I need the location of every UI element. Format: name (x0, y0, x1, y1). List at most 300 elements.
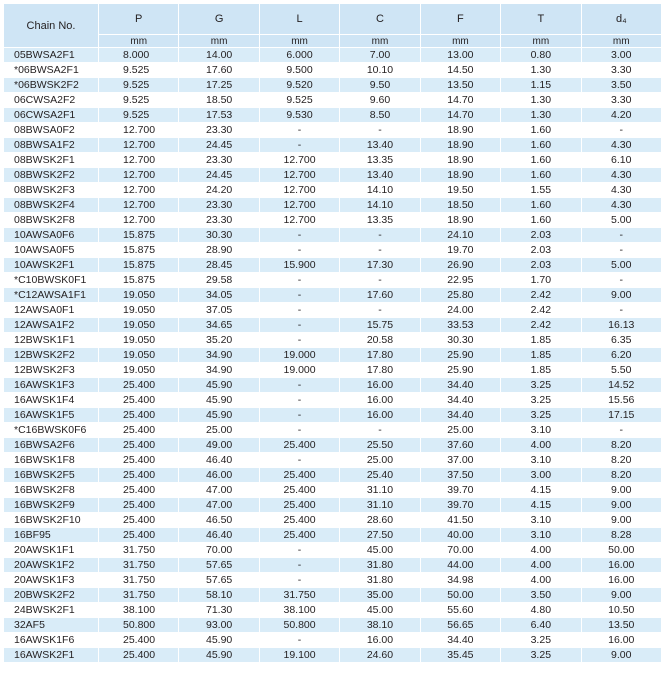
g-cell: 29.58 (179, 273, 258, 287)
g-cell: 57.65 (179, 573, 258, 587)
chain-no-cell: 06CWSA2F2 (4, 93, 98, 107)
chain-no-cell: 12AWSA0F1 (4, 303, 98, 317)
p-cell: 15.875 (99, 258, 178, 272)
column-header-g: G (179, 4, 258, 34)
f-cell: 14.70 (421, 108, 500, 122)
l-cell: 25.400 (260, 483, 339, 497)
d4-cell: 5.00 (582, 213, 661, 227)
f-cell: 19.50 (421, 183, 500, 197)
l-cell: - (260, 303, 339, 317)
f-cell: 18.50 (421, 198, 500, 212)
chain-no-cell: *C16BWSK0F6 (4, 423, 98, 437)
g-cell: 47.00 (179, 483, 258, 497)
c-cell: 10.10 (340, 63, 419, 77)
l-cell: - (260, 393, 339, 407)
t-cell: 1.60 (501, 138, 580, 152)
l-cell: - (260, 243, 339, 257)
chain-no-cell: 20BWSK2F2 (4, 588, 98, 602)
c-cell: 27.50 (340, 528, 419, 542)
t-cell: 3.25 (501, 393, 580, 407)
t-cell: 3.25 (501, 633, 580, 647)
l-cell: 19.000 (260, 348, 339, 362)
f-cell: 34.98 (421, 573, 500, 587)
table-row (4, 408, 661, 422)
table-row (4, 123, 661, 137)
table-row (4, 468, 661, 482)
l-cell: 25.400 (260, 513, 339, 527)
d4-cell: 17.15 (582, 408, 661, 422)
p-cell: 19.050 (99, 318, 178, 332)
f-cell: 18.90 (421, 168, 500, 182)
c-cell: 17.80 (340, 348, 419, 362)
p-cell: 12.700 (99, 138, 178, 152)
table-row (4, 618, 661, 632)
t-cell: 1.85 (501, 333, 580, 347)
c-cell: 13.40 (340, 138, 419, 152)
p-cell: 12.700 (99, 123, 178, 137)
table-row (4, 288, 661, 302)
c-cell: 31.80 (340, 558, 419, 572)
unit-d4: mm (582, 35, 661, 47)
p-cell: 25.400 (99, 423, 178, 437)
chain-no-cell: 12BWSK2F2 (4, 348, 98, 362)
c-cell: 25.50 (340, 438, 419, 452)
d4-cell: - (582, 303, 661, 317)
chain-no-cell: 08BWSK2F4 (4, 198, 98, 212)
d4-cell: 16.00 (582, 633, 661, 647)
t-cell: 1.30 (501, 93, 580, 107)
f-cell: 14.70 (421, 93, 500, 107)
table-row (4, 543, 661, 557)
f-cell: 37.00 (421, 453, 500, 467)
f-cell: 35.45 (421, 648, 500, 662)
p-cell: 25.400 (99, 453, 178, 467)
c-cell: 16.00 (340, 378, 419, 392)
l-cell: - (260, 543, 339, 557)
d4-cell: 3.00 (582, 48, 661, 62)
p-cell: 25.400 (99, 468, 178, 482)
d4-cell: 3.30 (582, 63, 661, 77)
chain-no-cell: 08BWSK2F1 (4, 153, 98, 167)
unit-g: mm (179, 35, 258, 47)
g-cell: 45.90 (179, 648, 258, 662)
p-cell: 19.050 (99, 333, 178, 347)
p-cell: 12.700 (99, 213, 178, 227)
p-cell: 25.400 (99, 483, 178, 497)
t-cell: 1.60 (501, 168, 580, 182)
c-cell: - (340, 123, 419, 137)
g-cell: 46.00 (179, 468, 258, 482)
f-cell: 30.30 (421, 333, 500, 347)
d4-cell: 13.50 (582, 618, 661, 632)
table-row (4, 633, 661, 647)
d4-cell: 6.10 (582, 153, 661, 167)
d4-cell: 9.00 (582, 483, 661, 497)
c-cell: - (340, 423, 419, 437)
t-cell: 1.60 (501, 123, 580, 137)
table-row (4, 213, 661, 227)
chain-no-cell: 08BWSA0F2 (4, 123, 98, 137)
table-row (4, 648, 661, 662)
c-cell: 8.50 (340, 108, 419, 122)
p-cell: 25.400 (99, 498, 178, 512)
l-cell: - (260, 558, 339, 572)
g-cell: 23.30 (179, 123, 258, 137)
c-cell: - (340, 303, 419, 317)
d4-cell: - (582, 423, 661, 437)
table-row (4, 573, 661, 587)
chain-no-cell: 08BWSK2F8 (4, 213, 98, 227)
t-cell: 3.25 (501, 648, 580, 662)
f-cell: 13.00 (421, 48, 500, 62)
table-row (4, 498, 661, 512)
l-cell: 9.530 (260, 108, 339, 122)
c-cell: 16.00 (340, 408, 419, 422)
t-cell: 1.60 (501, 153, 580, 167)
chain-no-cell: 16BWSA2F6 (4, 438, 98, 452)
p-cell: 31.750 (99, 573, 178, 587)
d4-cell: 8.20 (582, 438, 661, 452)
t-cell: 3.00 (501, 468, 580, 482)
chain-no-cell: 20AWSK1F2 (4, 558, 98, 572)
unit-c: mm (340, 35, 419, 47)
t-cell: 1.15 (501, 78, 580, 92)
f-cell: 25.90 (421, 348, 500, 362)
l-cell: 6.000 (260, 48, 339, 62)
c-cell: 9.60 (340, 93, 419, 107)
g-cell: 23.30 (179, 153, 258, 167)
d4-cell: 50.00 (582, 543, 661, 557)
unit-f: mm (421, 35, 500, 47)
table-row (4, 588, 661, 602)
l-cell: - (260, 273, 339, 287)
g-cell: 45.90 (179, 393, 258, 407)
l-cell: 25.400 (260, 468, 339, 482)
d4-cell: 5.00 (582, 258, 661, 272)
d4-cell: 3.30 (582, 93, 661, 107)
f-cell: 44.00 (421, 558, 500, 572)
g-cell: 47.00 (179, 498, 258, 512)
table-row (4, 318, 661, 332)
g-cell: 46.40 (179, 528, 258, 542)
p-cell: 12.700 (99, 153, 178, 167)
l-cell: 15.900 (260, 258, 339, 272)
t-cell: 3.10 (501, 453, 580, 467)
d4-cell: 6.35 (582, 333, 661, 347)
g-cell: 37.05 (179, 303, 258, 317)
d4-cell: 9.00 (582, 288, 661, 302)
t-cell: 1.85 (501, 363, 580, 377)
c-cell: 25.40 (340, 468, 419, 482)
p-cell: 25.400 (99, 438, 178, 452)
d4-cell: - (582, 273, 661, 287)
chain-no-cell: 12BWSK2F3 (4, 363, 98, 377)
table-row (4, 363, 661, 377)
t-cell: 2.42 (501, 303, 580, 317)
f-cell: 18.90 (421, 213, 500, 227)
d4-cell: 9.00 (582, 588, 661, 602)
f-cell: 24.10 (421, 228, 500, 242)
c-cell: 31.10 (340, 498, 419, 512)
c-cell: 7.00 (340, 48, 419, 62)
t-cell: 3.25 (501, 408, 580, 422)
table-row (4, 93, 661, 107)
d4-cell: 6.20 (582, 348, 661, 362)
chain-spec-table (3, 3, 662, 663)
t-cell: 2.03 (501, 258, 580, 272)
p-cell: 25.400 (99, 648, 178, 662)
chain-no-cell: *C10BWSK0F1 (4, 273, 98, 287)
t-cell: 4.15 (501, 498, 580, 512)
p-cell: 25.400 (99, 528, 178, 542)
p-cell: 19.050 (99, 363, 178, 377)
g-cell: 57.65 (179, 558, 258, 572)
d4-cell: 4.20 (582, 108, 661, 122)
l-cell: 25.400 (260, 528, 339, 542)
d4-cell: 8.20 (582, 453, 661, 467)
c-cell: 13.40 (340, 168, 419, 182)
chain-no-cell: 10AWSA0F5 (4, 243, 98, 257)
g-cell: 58.10 (179, 588, 258, 602)
table-row (4, 243, 661, 257)
l-cell: - (260, 228, 339, 242)
c-cell: 45.00 (340, 603, 419, 617)
chain-no-cell: 20AWSK1F3 (4, 573, 98, 587)
chain-no-cell: 08BWSA1F2 (4, 138, 98, 152)
table-row (4, 393, 661, 407)
l-cell: 12.700 (260, 213, 339, 227)
table-row (4, 273, 661, 287)
f-cell: 41.50 (421, 513, 500, 527)
column-header-p: P (99, 4, 178, 34)
g-cell: 24.20 (179, 183, 258, 197)
l-cell: - (260, 318, 339, 332)
l-cell: - (260, 123, 339, 137)
g-cell: 23.30 (179, 198, 258, 212)
p-cell: 50.800 (99, 618, 178, 632)
table-row (4, 168, 661, 182)
c-cell: 28.60 (340, 513, 419, 527)
l-cell: - (260, 423, 339, 437)
table-row (4, 228, 661, 242)
g-cell: 34.05 (179, 288, 258, 302)
chain-no-cell: 12AWSA1F2 (4, 318, 98, 332)
f-cell: 24.00 (421, 303, 500, 317)
f-cell: 34.40 (421, 633, 500, 647)
t-cell: 1.60 (501, 213, 580, 227)
t-cell: 6.40 (501, 618, 580, 632)
d4-cell: 4.30 (582, 168, 661, 182)
c-cell: 16.00 (340, 633, 419, 647)
t-cell: 4.15 (501, 483, 580, 497)
table-header (4, 4, 661, 47)
t-cell: 1.70 (501, 273, 580, 287)
p-cell: 15.875 (99, 273, 178, 287)
g-cell: 18.50 (179, 93, 258, 107)
chain-no-cell: 10AWSK2F1 (4, 258, 98, 272)
c-cell: 14.10 (340, 183, 419, 197)
chain-no-cell: 16BF95 (4, 528, 98, 542)
l-cell: - (260, 288, 339, 302)
d4-cell: 15.56 (582, 393, 661, 407)
c-cell: 31.10 (340, 483, 419, 497)
unit-p: mm (99, 35, 178, 47)
table-row (4, 528, 661, 542)
l-cell: 19.100 (260, 648, 339, 662)
d4-cell: 4.30 (582, 198, 661, 212)
g-cell: 28.90 (179, 243, 258, 257)
column-header-t: T (501, 4, 580, 34)
p-cell: 12.700 (99, 183, 178, 197)
p-cell: 31.750 (99, 558, 178, 572)
f-cell: 19.70 (421, 243, 500, 257)
table-row (4, 63, 661, 77)
c-cell: 35.00 (340, 588, 419, 602)
l-cell: 12.700 (260, 198, 339, 212)
p-cell: 12.700 (99, 168, 178, 182)
l-cell: 9.520 (260, 78, 339, 92)
c-cell: 25.00 (340, 453, 419, 467)
f-cell: 18.90 (421, 123, 500, 137)
t-cell: 3.10 (501, 513, 580, 527)
l-cell: 9.525 (260, 93, 339, 107)
d4-cell: - (582, 123, 661, 137)
g-cell: 46.50 (179, 513, 258, 527)
g-cell: 35.20 (179, 333, 258, 347)
f-cell: 40.00 (421, 528, 500, 542)
chain-no-cell: 16BWSK2F9 (4, 498, 98, 512)
p-cell: 25.400 (99, 378, 178, 392)
t-cell: 2.42 (501, 318, 580, 332)
d4-cell: 4.30 (582, 183, 661, 197)
c-cell: 17.30 (340, 258, 419, 272)
f-cell: 50.00 (421, 588, 500, 602)
p-cell: 38.100 (99, 603, 178, 617)
l-cell: 12.700 (260, 168, 339, 182)
chain-no-cell: 24BWSK2F1 (4, 603, 98, 617)
c-cell: 24.60 (340, 648, 419, 662)
chain-no-cell: 16AWSK1F5 (4, 408, 98, 422)
g-cell: 34.90 (179, 348, 258, 362)
c-cell: 38.10 (340, 618, 419, 632)
t-cell: 1.85 (501, 348, 580, 362)
chain-no-cell: 05BWSA2F1 (4, 48, 98, 62)
p-cell: 25.400 (99, 513, 178, 527)
g-cell: 23.30 (179, 213, 258, 227)
table-row (4, 138, 661, 152)
chain-no-cell: 20AWSK1F1 (4, 543, 98, 557)
c-cell: 20.58 (340, 333, 419, 347)
d4-cell: 8.28 (582, 528, 661, 542)
d4-cell: 5.50 (582, 363, 661, 377)
l-cell: - (260, 333, 339, 347)
f-cell: 13.50 (421, 78, 500, 92)
chain-no-cell: 10AWSA0F6 (4, 228, 98, 242)
f-cell: 25.90 (421, 363, 500, 377)
f-cell: 26.90 (421, 258, 500, 272)
table-body (4, 48, 661, 662)
t-cell: 4.00 (501, 438, 580, 452)
f-cell: 18.90 (421, 153, 500, 167)
l-cell: - (260, 408, 339, 422)
f-cell: 25.00 (421, 423, 500, 437)
l-cell: 9.500 (260, 63, 339, 77)
p-cell: 9.525 (99, 93, 178, 107)
f-cell: 34.40 (421, 408, 500, 422)
table-row (4, 198, 661, 212)
g-cell: 34.90 (179, 363, 258, 377)
p-cell: 9.525 (99, 78, 178, 92)
unit-l: mm (260, 35, 339, 47)
g-cell: 24.45 (179, 138, 258, 152)
table-row (4, 513, 661, 527)
chain-no-cell: 06CWSA2F1 (4, 108, 98, 122)
chain-no-header: Chain No. (4, 4, 98, 47)
d4-cell: 4.30 (582, 138, 661, 152)
c-cell: 45.00 (340, 543, 419, 557)
c-cell: - (340, 243, 419, 257)
chain-no-cell: 12BWSK1F1 (4, 333, 98, 347)
chain-no-cell: 16AWSK1F3 (4, 378, 98, 392)
column-header-row (4, 4, 661, 34)
table-row (4, 378, 661, 392)
t-cell: 2.42 (501, 288, 580, 302)
c-cell: - (340, 273, 419, 287)
table-row (4, 78, 661, 92)
t-cell: 2.03 (501, 228, 580, 242)
table-row (4, 453, 661, 467)
l-cell: - (260, 378, 339, 392)
chain-no-cell: 16BWSK2F8 (4, 483, 98, 497)
d4-cell: 16.00 (582, 558, 661, 572)
l-cell: 25.400 (260, 438, 339, 452)
t-cell: 1.60 (501, 198, 580, 212)
f-cell: 33.53 (421, 318, 500, 332)
g-cell: 25.00 (179, 423, 258, 437)
chain-no-cell: 08BWSK2F2 (4, 168, 98, 182)
c-cell: 16.00 (340, 393, 419, 407)
g-cell: 14.00 (179, 48, 258, 62)
table-row (4, 558, 661, 572)
p-cell: 25.400 (99, 408, 178, 422)
t-cell: 0.80 (501, 48, 580, 62)
p-cell: 19.050 (99, 288, 178, 302)
d4-cell: 9.00 (582, 648, 661, 662)
c-cell: 17.80 (340, 363, 419, 377)
unit-t: mm (501, 35, 580, 47)
table-row (4, 423, 661, 437)
d4-cell: 8.20 (582, 468, 661, 482)
t-cell: 3.10 (501, 528, 580, 542)
l-cell: 19.000 (260, 363, 339, 377)
table-row (4, 108, 661, 122)
g-cell: 49.00 (179, 438, 258, 452)
d4-cell: 14.52 (582, 378, 661, 392)
f-cell: 22.95 (421, 273, 500, 287)
l-cell: - (260, 138, 339, 152)
p-cell: 31.750 (99, 543, 178, 557)
t-cell: 1.30 (501, 108, 580, 122)
p-cell: 12.700 (99, 198, 178, 212)
table-row (4, 153, 661, 167)
f-cell: 37.60 (421, 438, 500, 452)
column-header-c: C (340, 4, 419, 34)
t-cell: 3.50 (501, 588, 580, 602)
d4-cell: 10.50 (582, 603, 661, 617)
f-cell: 14.50 (421, 63, 500, 77)
f-cell: 39.70 (421, 498, 500, 512)
g-cell: 24.45 (179, 168, 258, 182)
